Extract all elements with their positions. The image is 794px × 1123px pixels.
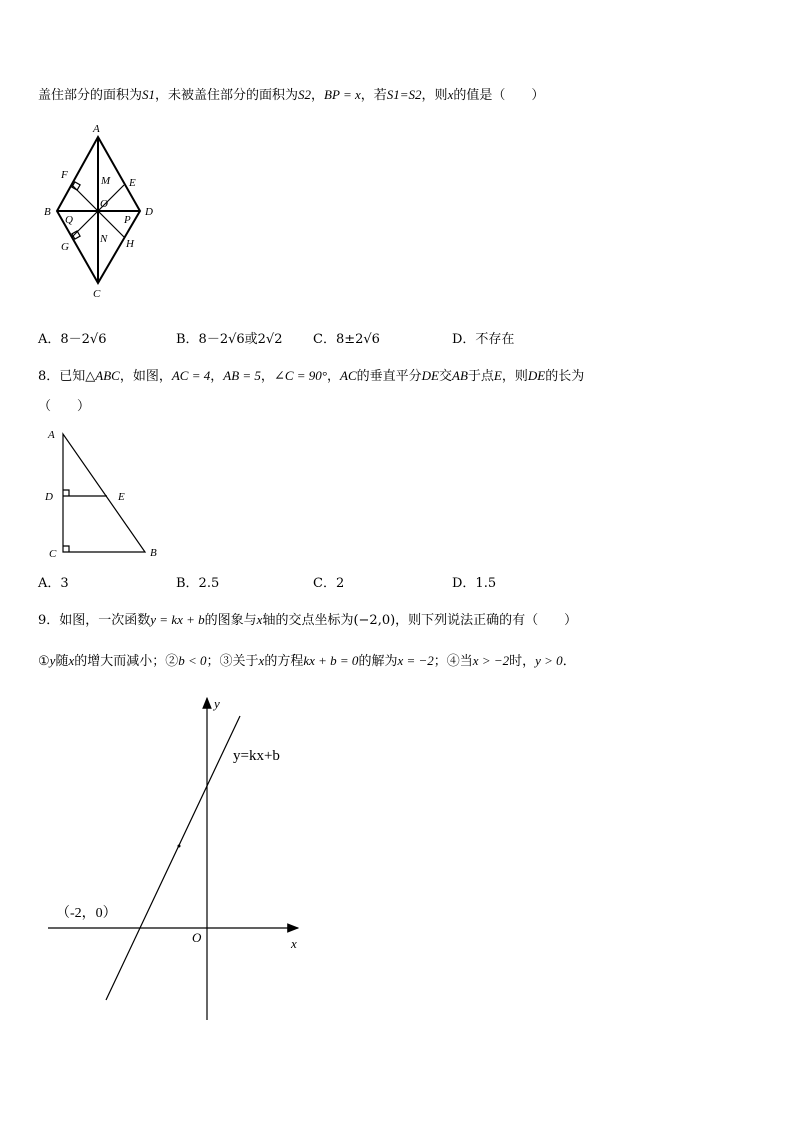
q7-stem: 盖住部分的面积为S1，未被盖住部分的面积为S2，BP = x，若S1=S2，则x的值是（ ） — [38, 87, 545, 103]
q7-option-c: C．8±2√6 — [313, 332, 380, 347]
q8-option-b: B．2.5 — [176, 576, 220, 591]
q8-stem: 8．已知△ABC，如图，AC = 4，AB = 5，∠C = 90°，AC的垂直平分DE交AB于点E，则DE的长为 — [38, 368, 585, 384]
q9-graph-figure — [40, 690, 320, 1030]
q8-option-a: A．3 — [38, 576, 69, 591]
q9-statements: ①y随x的增大而减小；②b < 0；③关于x的方程kx + b = 0的解为x = −2；④当x > −2时，y > 0． — [38, 653, 576, 669]
line-equation-label: y=kx+b — [233, 748, 280, 764]
label-H: H — [126, 238, 134, 250]
label-F: F — [61, 169, 68, 181]
label-M: M — [101, 175, 111, 187]
q7-option-b: B．8－2√6或2√2 — [176, 332, 283, 347]
label-G: G — [61, 241, 69, 253]
label-C: C — [49, 548, 57, 560]
label-A: A — [93, 123, 100, 135]
label-E: E — [118, 491, 125, 503]
q8-option-c: C．2 — [313, 576, 345, 591]
x-axis-label: x — [291, 936, 297, 951]
origin-label: O — [192, 930, 202, 945]
label-N: N — [100, 233, 108, 245]
triangle-abc — [63, 434, 145, 552]
label-D: D — [145, 206, 153, 218]
q7-rhombus-figure — [36, 118, 166, 303]
y-axis-label: y — [214, 696, 220, 711]
label-B: B — [150, 547, 157, 559]
q8-option-d: D．1.5 — [452, 576, 497, 591]
label-B: B — [44, 206, 51, 218]
right-angle-mark-c — [63, 546, 69, 552]
label-C: C — [93, 288, 101, 300]
q8-answer-bracket: （ ） — [38, 399, 91, 414]
label-P: P — [124, 214, 131, 226]
intercept-label: （-2，0） — [56, 906, 117, 921]
label-O: O — [100, 198, 108, 210]
right-angle-mark-d — [63, 490, 69, 496]
label-D: D — [45, 491, 53, 503]
label-Q: Q — [65, 214, 73, 226]
label-A: A — [48, 429, 55, 441]
q9-stem: 9．如图，一次函数y = kx + b的图象与x轴的交点坐标为(−2,0)，则下列说法正确的有（ ） — [38, 612, 578, 628]
q7-option-a: A．8－2√6 — [38, 332, 107, 347]
q8-triangle-figure — [40, 425, 170, 565]
function-line — [106, 716, 240, 1000]
point-on-line — [178, 845, 181, 848]
q7-option-d: D．不存在 — [452, 332, 515, 347]
label-E: E — [129, 177, 136, 189]
